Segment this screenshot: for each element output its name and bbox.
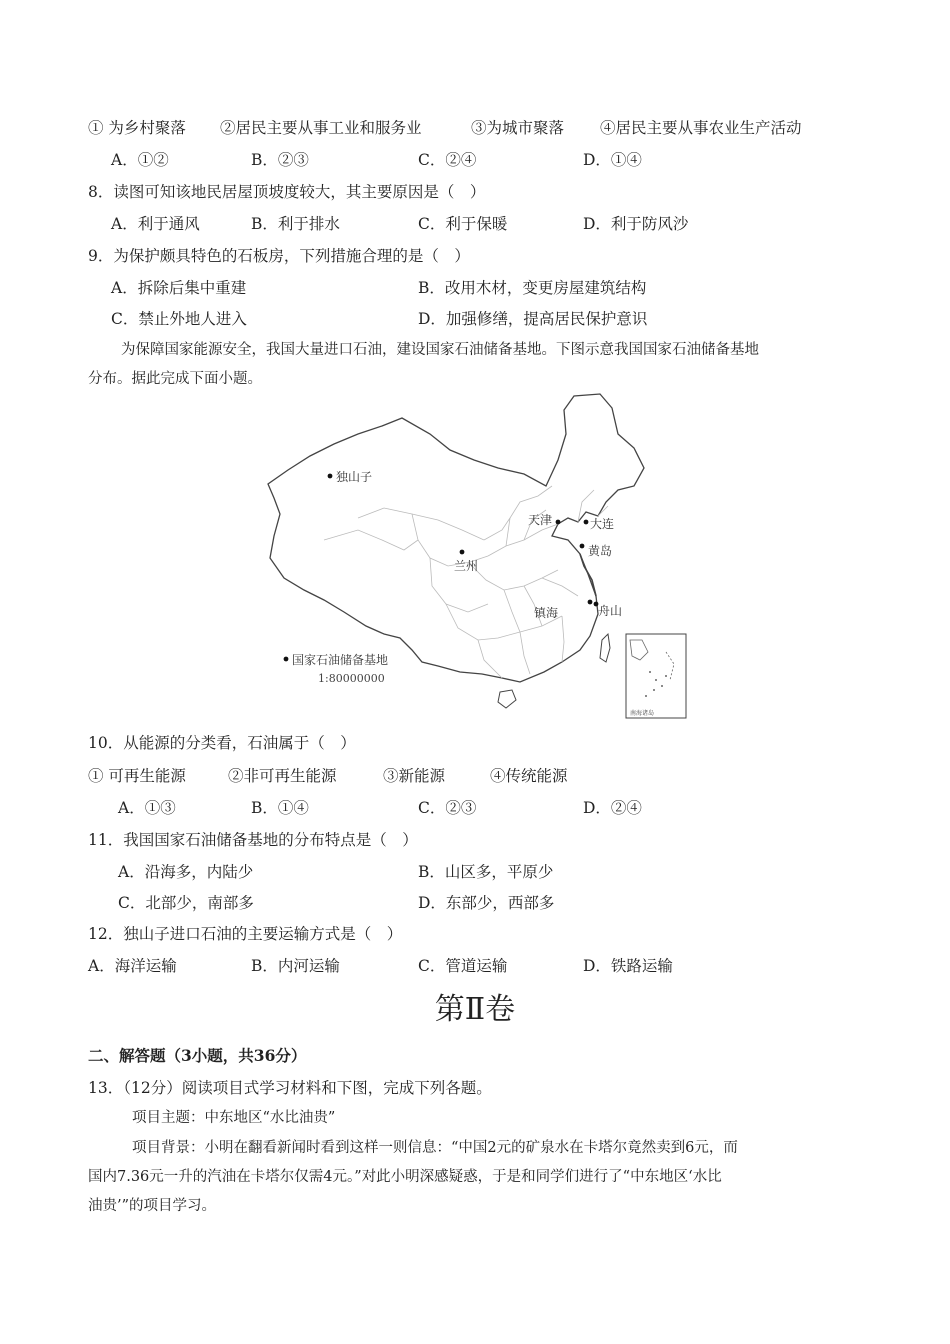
q10-item-3: ③新能源	[383, 767, 446, 785]
q12-stem: 12．独山子进口石油的主要运输方式是（ ）	[88, 925, 403, 943]
legend-label: 国家石油储备基地	[292, 653, 389, 667]
project-theme: 项目主题：中东地区“水比油贵”	[132, 1110, 336, 1126]
q11-option-b: B．山区多，平原少	[418, 863, 554, 881]
q12-option-c: C．管道运输	[418, 957, 508, 975]
q8-option-b: B．利于排水	[251, 215, 340, 233]
q9-option-a: A．拆除后集中重建	[111, 279, 247, 297]
q11-option-a: A．沿海多，内陆少	[118, 863, 254, 881]
q7-option-d: D．①④	[583, 151, 642, 169]
project-background-2: 国内7.36元一升的汽油在卡塔尔仅需4元。”对此小明深感疑惑，于是和同学们进行了“中东地区‘水比	[88, 1169, 722, 1185]
inset-label: 南海诸岛	[630, 710, 655, 717]
q8-option-d: D．利于防风沙	[583, 215, 689, 233]
q8-stem: 8．读图可知该地民居屋顶坡度较大，其主要原因是（ ）	[88, 183, 486, 201]
q11-stem: 11．我国国家石油储备基地的分布特点是（ ）	[88, 831, 418, 849]
huangdao-dot	[580, 544, 585, 549]
intro-line-1: 为保障国家能源安全，我国大量进口石油，建设国家石油储备基地。下图示意我国国家石油储备基地	[121, 342, 759, 358]
oil-reserve-map	[262, 390, 690, 722]
q10-stem: 10．从能源的分类看，石油属于（ ）	[88, 734, 356, 752]
q8-option-a: A．利于通风	[111, 215, 200, 233]
q9-stem: 9．为保护颇具特色的石板房，下列措施合理的是（ ）	[88, 247, 470, 265]
volume-title: 第Ⅱ卷	[434, 992, 516, 1027]
intro-line-2: 分布。据此完成下面小题。	[88, 371, 262, 387]
label-dushanzi: 独山子	[336, 470, 373, 484]
project-background-3: 油贵’”的项目学习。	[88, 1198, 217, 1214]
taiwan-island	[600, 634, 610, 662]
q12-option-b: B．内河运输	[251, 957, 340, 975]
zhenhai-dot	[588, 600, 593, 605]
label-tianjin: 天津	[528, 513, 553, 527]
q11-option-d: D．东部少，西部多	[418, 894, 555, 912]
label-zhenhai: 镇海	[534, 606, 559, 620]
label-lanzhou: 兰州	[454, 559, 479, 573]
q7-item-3: ③为城市聚落	[471, 119, 565, 137]
tianjin-dot	[556, 520, 561, 525]
china-outline	[268, 394, 644, 682]
project-background-1: 项目背景：小明在翻看新闻时看到这样一则信息：“中国2元的矿泉水在卡塔尔竟然卖到6元，而	[132, 1140, 738, 1156]
q7-item-1: ① 为乡村聚落	[88, 119, 186, 137]
section2-heading: 二、解答题（3小题，共36分）	[88, 1046, 307, 1065]
q7-item-4: ④居民主要从事农业生产活动	[600, 119, 802, 137]
q10-option-d: D．②④	[583, 799, 642, 817]
q7-option-b: B．②③	[251, 151, 309, 169]
label-dalian: 大连	[590, 517, 615, 531]
south-china-sea-inset	[626, 634, 686, 718]
label-zhoushan: 舟山	[598, 604, 623, 618]
hainan-island	[498, 690, 516, 708]
q11-option-c: C．北部少，南部多	[118, 894, 254, 912]
q10-item-1: ① 可再生能源	[88, 767, 186, 785]
q10-item-2: ②非可再生能源	[228, 767, 337, 785]
label-huangdao: 黄岛	[588, 544, 613, 558]
map-scale: 1:80000000	[318, 672, 385, 685]
q12-option-a: A．海洋运输	[88, 957, 177, 975]
q10-option-c: C．②③	[418, 799, 477, 817]
q10-item-4: ④传统能源	[490, 767, 568, 785]
lanzhou-dot	[460, 550, 465, 555]
q8-option-c: C．利于保暖	[418, 215, 508, 233]
q10-option-a: A．①③	[118, 799, 176, 817]
q12-option-d: D．铁路运输	[583, 957, 673, 975]
q13-stem: 13．（12分）阅读项目式学习材料和下图，完成下列各题。	[88, 1079, 492, 1097]
q9-option-c: C．禁止外地人进入	[111, 310, 247, 328]
q9-option-b: B．改用木材，变更房屋建筑结构	[418, 279, 647, 297]
q10-option-b: B．①④	[251, 799, 309, 817]
q7-item-2: ②居民主要从事工业和服务业	[220, 119, 422, 137]
q7-option-a: A．①②	[111, 151, 169, 169]
legend-dot	[284, 657, 289, 662]
q9-option-d: D．加强修缮，提高居民保护意识	[418, 310, 648, 328]
q7-option-c: C．②④	[418, 151, 477, 169]
dushanzi-dot	[328, 474, 333, 479]
dalian-dot	[584, 520, 589, 525]
